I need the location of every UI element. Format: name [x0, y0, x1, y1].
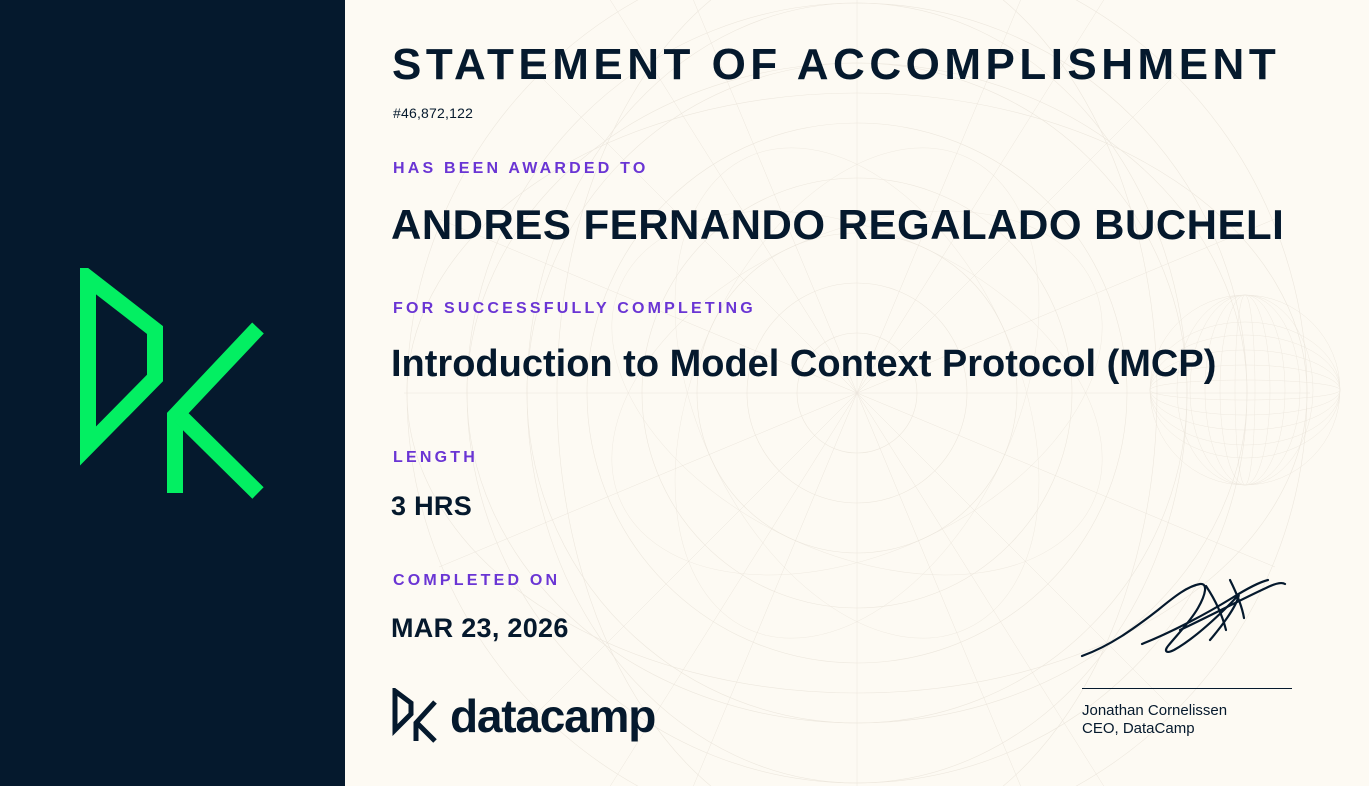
awarded-to-label: HAS BEEN AWARDED TO [393, 160, 649, 177]
course-title: Introduction to Model Context Protocol (MCP) [391, 343, 1217, 385]
signatory-name: Jonathan Cornelissen [1082, 702, 1228, 719]
certificate-content [345, 0, 1369, 786]
page-title: STATEMENT OF ACCOMPLISHMENT [392, 40, 1281, 89]
signatory-role: CEO, DataCamp [1082, 720, 1195, 737]
datacamp-mark-icon [392, 688, 438, 744]
certificate-id: #46,872,122 [393, 105, 474, 121]
completed-on-value: MAR 23, 2026 [391, 613, 569, 643]
certificate-body [345, 0, 1369, 786]
length-value: 3 HRS [391, 491, 473, 521]
recipient-name: ANDRES FERNANDO REGALADO BUCHELI [391, 201, 1285, 248]
datacamp-wordmark: datacamp [450, 690, 656, 742]
signature-divider [1082, 688, 1292, 689]
datacamp-brand [392, 688, 655, 744]
length-label: LENGTH [393, 449, 478, 466]
completing-label: FOR SUCCESSFULLY COMPLETING [393, 300, 756, 317]
signature-icon [1080, 570, 1295, 680]
completed-on-label: COMPLETED ON [393, 572, 561, 589]
datacamp-logo-icon [80, 268, 265, 503]
left-brand-panel [0, 0, 345, 786]
